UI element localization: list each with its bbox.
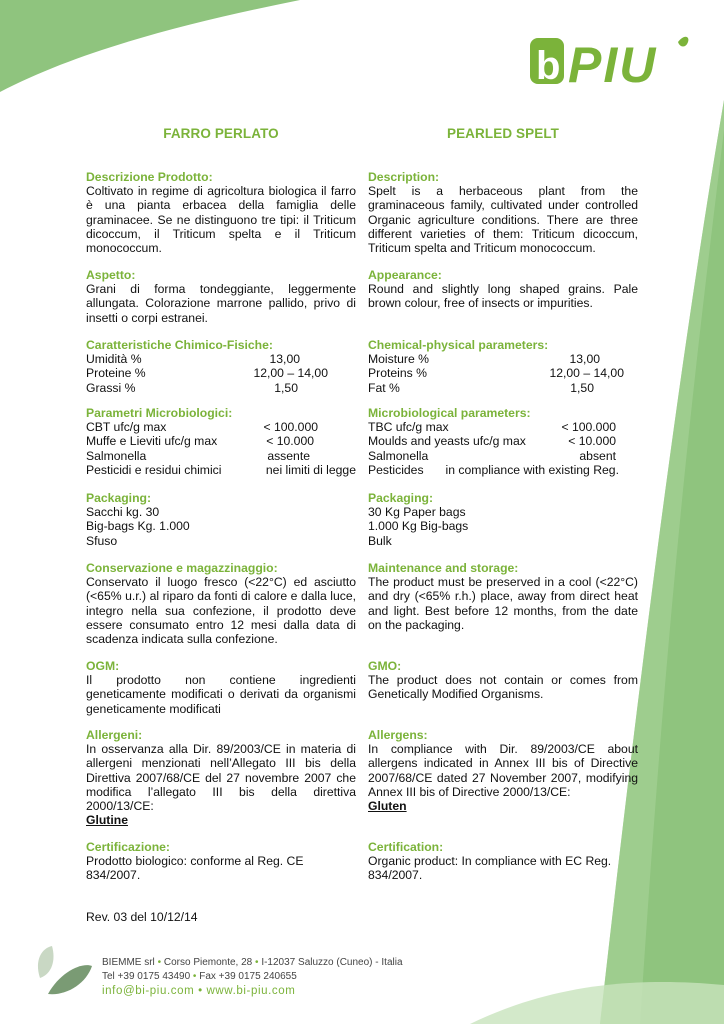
section-heading: Caratteristiche Chimico-Fisiche: <box>86 338 273 352</box>
param-value: < 100.000 <box>263 420 318 435</box>
packaging-section-en <box>368 491 638 548</box>
section-heading: Description: <box>368 170 440 184</box>
section-heading: Maintenance and storage: <box>368 561 519 575</box>
company-email[interactable]: info@bi-piu.com <box>102 985 195 997</box>
param-value: < 10.000 <box>266 434 314 449</box>
param-value: 12,00 – 14,00 <box>253 366 328 381</box>
aspetto-section <box>86 268 356 325</box>
descrizione-section <box>86 170 356 255</box>
param-name: Moisture % <box>368 352 429 367</box>
maintenance-section <box>368 561 638 632</box>
conservazione-section <box>86 561 356 646</box>
separator-dot: • <box>157 957 162 968</box>
allergen-name: Gluten <box>368 799 407 814</box>
param-name: Pesticidi e residui chimici <box>86 462 222 477</box>
company-tel: Tel +39 0175 43490 <box>102 971 191 982</box>
separator-dot: • <box>255 957 259 968</box>
section-text: The product does not contain or comes from Genetically Modified Organisms. <box>368 673 638 702</box>
section-heading: Chemical-physical parameters: <box>368 338 549 352</box>
section-text: In osservanza alla Dir. 89/2003/CE in materia di allergeni menzionati nell’Allegato III bis della Direttiva 2007/68/CE del 27 novembre 2007 che modifica l’allegato III bis della direttiva 2000/13/CE: <box>86 742 356 814</box>
revision-note: Rev. 03 del 10/12/14 <box>86 910 198 924</box>
section-heading: Certificazione: <box>86 840 170 854</box>
section-text: Coltivato in regime di agricoltura biologica il farro è una pianta erbacea della famiglia delle graminacee. Se ne distinguono tre tipi: il Triticum dicoccum, il Triticum spelta e il Triticum monococcum. <box>86 184 356 256</box>
section-heading: Appearance: <box>368 268 442 282</box>
param-name: CBT ufc/g max <box>86 420 167 435</box>
certification-section <box>368 840 638 883</box>
company-name: BIEMME srl <box>102 957 155 968</box>
phone-line <box>102 970 403 984</box>
svg-text:PIU: PIU <box>568 37 658 92</box>
separator-dot: • <box>192 971 197 982</box>
param-row <box>368 449 638 463</box>
param-name: Salmonella <box>368 448 429 463</box>
param-row <box>368 381 638 395</box>
section-heading: Descrizione Prodotto: <box>86 170 213 184</box>
company-address: Corso Piemonte, 28 <box>163 957 253 968</box>
param-value: 13,00 <box>569 352 600 367</box>
param-value: 1,50 <box>274 380 298 395</box>
allergen-name: Glutine <box>86 813 128 828</box>
section-heading: Certification: <box>368 840 444 854</box>
section-heading: Conservazione e magazzinaggio: <box>86 561 278 575</box>
param-row <box>368 463 638 477</box>
bottom-light-swoosh <box>470 982 724 1024</box>
section-heading: Microbiological parameters: <box>368 406 531 420</box>
title-italian: FARRO PERLATO <box>163 126 279 141</box>
param-name: TBC ufc/g max <box>368 420 449 435</box>
section-heading: Allergeni: <box>86 728 143 742</box>
description-section <box>368 170 638 255</box>
param-row <box>86 434 356 448</box>
appearance-section <box>368 268 638 311</box>
param-name: Umidità % <box>86 352 142 367</box>
section-text: Grani di forma tondeggiante, leggermente allungata. Colorazione marrone pallido, privo di insetti o corpi estranei. <box>86 282 356 325</box>
param-value: 12,00 – 14,00 <box>549 366 624 381</box>
micro-section <box>86 406 356 477</box>
top-left-green-swoosh <box>0 0 300 92</box>
param-row <box>368 352 638 366</box>
company-fax: Fax +39 0175 240655 <box>199 971 297 982</box>
packaging-line: 1.000 Kg Big-bags <box>368 519 469 534</box>
packaging-line: Sfuso <box>86 533 118 548</box>
allergeni-section <box>86 728 356 827</box>
section-text: Round and slightly long shaped grains. Pale brown colour, free of insects or impurities. <box>368 282 638 311</box>
param-row <box>86 381 356 395</box>
param-name: Grassi % <box>86 380 136 395</box>
section-heading: OGM: <box>86 659 120 673</box>
microbiological-section <box>368 406 638 477</box>
gmo-section <box>368 659 638 702</box>
allergens-section <box>368 728 638 813</box>
section-heading: Allergens: <box>368 728 428 742</box>
section-text: The product must be preserved in a cool (<22°C) and dry (<65% r.h.) place, away from direct heat and light. Best before 12 months, from the date on the packaging. <box>368 575 638 632</box>
packaging-line: Big-bags Kg. 1.000 <box>86 519 190 534</box>
param-value: 1,50 <box>570 380 594 395</box>
param-row <box>368 420 638 434</box>
param-value: < 10.000 <box>568 434 616 449</box>
svg-text:b: b <box>536 44 561 88</box>
chemical-section <box>368 338 638 395</box>
param-row <box>368 366 638 380</box>
param-value: nei limiti di legge <box>265 462 356 477</box>
param-name: Moulds and yeasts ufc/g max <box>368 434 526 449</box>
company-city: I-12037 Saluzzo (Cuneo) - Italia <box>261 957 403 968</box>
param-value: 13,00 <box>269 352 300 367</box>
section-text: Prodotto biologico: conforme al Reg. CE 834/2007. <box>86 854 304 883</box>
section-text: Il prodotto non contiene ingredienti geneticamente modificati o derivati da organismi geneticamente modificati <box>86 673 356 716</box>
section-text: Spelt is a herbaceous plant from the graminaceous family, cultivated under controlled Organic agriculture conditions. There are three different varieties of them: Triticum dicoccum, Triticum spelta and Triticum monococcum. <box>368 184 638 256</box>
separator-dot: • <box>198 985 203 997</box>
section-heading: Packaging: <box>368 491 434 505</box>
footer-leaves-icon <box>38 946 92 994</box>
param-name: Pesticides <box>368 462 424 477</box>
title-english: PEARLED SPELT <box>446 126 560 141</box>
param-value: absent <box>579 448 616 463</box>
param-row <box>86 463 356 477</box>
param-name: Salmonella <box>86 448 147 463</box>
address-line <box>102 956 403 970</box>
param-value: < 100.000 <box>561 420 616 435</box>
param-row <box>86 449 356 463</box>
packaging-section <box>86 491 356 548</box>
chimico-section <box>86 338 356 395</box>
ogm-section <box>86 659 356 716</box>
param-name: Fat % <box>368 380 400 395</box>
section-text: Conservato il luogo fresco (<22°C) ed asciutto (<65% u.r.) al riparo da fonti di calore e dalla luce, integro nella sua confezione, il prodotto deve essere consumato entro 12 mesi dalla data di scadenza indicata sulla confezione. <box>86 575 356 647</box>
section-text: Organic product: In compliance with EC Reg. 834/2007. <box>368 854 612 883</box>
param-name: Proteins % <box>368 366 427 381</box>
company-website[interactable]: www.bi-piu.com <box>206 985 296 997</box>
section-heading: Packaging: <box>86 491 152 505</box>
packaging-line: 30 Kg Paper bags <box>368 505 466 520</box>
param-row <box>368 434 638 448</box>
param-name: Muffe e Lieviti ufc/g max <box>86 434 218 449</box>
packaging-line: Sacchi kg. 30 <box>86 505 160 520</box>
param-row <box>86 366 356 380</box>
packaging-line: Bulk <box>368 533 392 548</box>
section-heading: Aspetto: <box>86 268 136 282</box>
param-name: Proteine % <box>86 366 146 381</box>
company-footer <box>102 956 403 998</box>
param-row <box>86 420 356 434</box>
certificazione-section <box>86 840 356 883</box>
param-row <box>86 352 356 366</box>
contact-line <box>102 984 403 998</box>
bpiu-logo <box>530 30 690 92</box>
param-value: in compliance with existing Reg. <box>445 462 619 477</box>
section-heading: GMO: <box>368 659 402 673</box>
section-text: In compliance with Dir. 89/2003/CE about allergens indicated in Annex III bis of Directive 2007/68/CE dated 27 November 2007, modifying Annex III bis of Directive 2000/13/CE: <box>368 742 638 799</box>
section-heading: Parametri Microbiologici: <box>86 406 233 420</box>
param-value: assente <box>267 448 310 463</box>
